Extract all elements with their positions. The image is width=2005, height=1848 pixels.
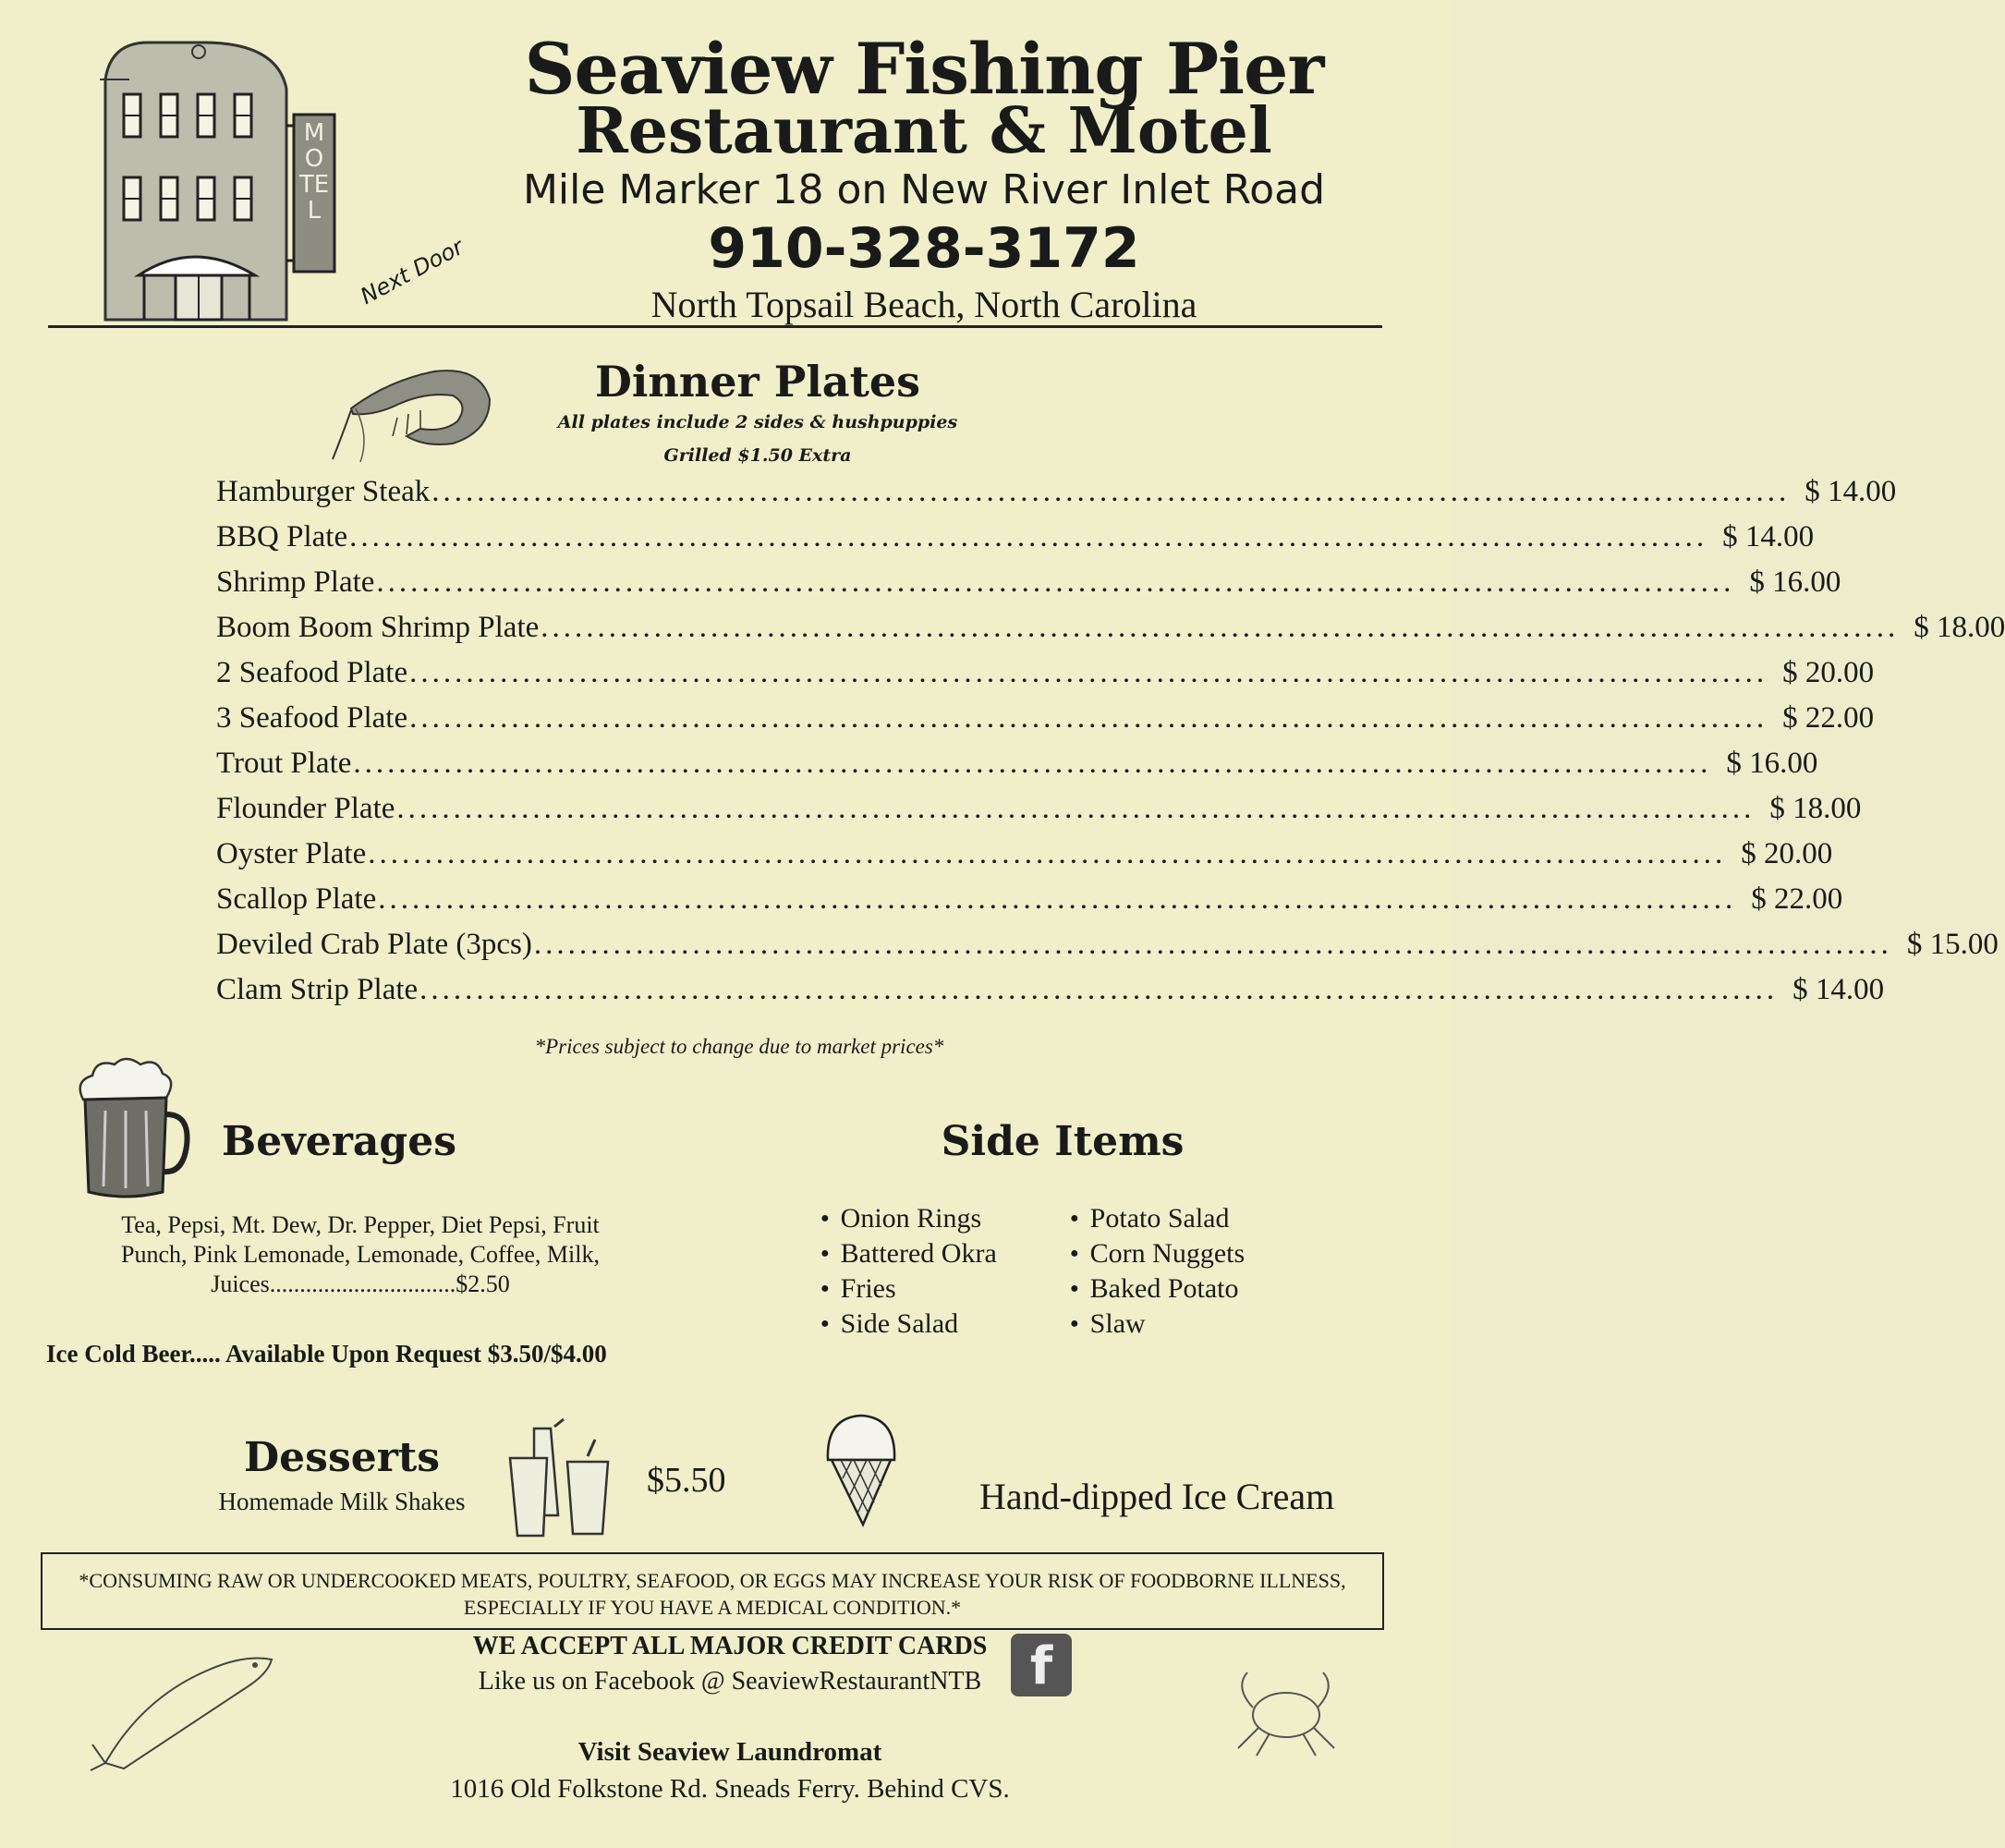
dinner-sides-note: All plates include 2 sides & hushpuppies	[557, 412, 958, 432]
milkshake-price: $5.50	[647, 1461, 726, 1500]
side-item: ● Onion Rings	[820, 1201, 997, 1236]
menu-row	[216, 656, 1875, 701]
beverages-heading: Beverages	[222, 1118, 456, 1165]
restaurant-title: Seaview Fishing Pier	[524, 28, 1324, 110]
restaurant-subtitle: Restaurant & Motel	[576, 94, 1272, 168]
menu-item-name: Clam Strip Plate	[216, 973, 419, 1006]
menu-row	[216, 792, 1862, 837]
menu-item-price: $ 22.00	[1751, 882, 1843, 916]
menu-item-price: $ 14.00	[1722, 520, 1815, 553]
beverages-line: Tea, Pepsi, Mt. Dew, Dr. Pepper, Diet Pepsi, Fruit	[121, 1211, 600, 1238]
shrimp-icon	[333, 344, 499, 464]
menu-item-price: $ 16.00	[1726, 747, 1818, 780]
credit-cards-note: WE ACCEPT ALL MAJOR CREDIT CARDS	[472, 1632, 988, 1660]
side-item: ● Potato Salad	[1070, 1201, 1245, 1236]
dot-leader: ........................................................................................................................	[533, 928, 1892, 961]
facebook-line[interactable]: Like us on Facebook @ SeaviewRestaurantNTB	[478, 1667, 982, 1696]
milkshake-label: Homemade Milk Shakes	[218, 1488, 466, 1515]
dot-leader: ........................................................................................................................	[431, 475, 1791, 508]
menu-item-price: $ 20.00	[1782, 656, 1875, 689]
menu-item-name: Trout Plate	[216, 747, 352, 780]
menu-item-price: $ 20.00	[1741, 837, 1833, 870]
ice-cream-label: Hand-dipped Ice Cream	[979, 1476, 1335, 1517]
menu-item-price: $ 14.00	[1792, 973, 1885, 1006]
dot-leader: ........................................................................................................................	[376, 565, 1735, 599]
menu-row	[216, 611, 2005, 656]
menu-item-price: $ 15.00	[1906, 928, 1999, 961]
menu-row	[216, 973, 1885, 1018]
menu-row	[216, 565, 1841, 611]
menu-row	[216, 747, 1818, 792]
dinner-menu-list	[216, 475, 2005, 1018]
dot-leader: ........................................................................................................................	[409, 701, 1768, 735]
beverages-line: Juices...............................$2.50	[211, 1270, 510, 1297]
menu-item-name: Oyster Plate	[216, 837, 367, 870]
warning-line: ESPECIALLY IF YOU HAVE A MEDICAL CONDITION.*	[463, 1596, 962, 1619]
milkshake-icon	[506, 1419, 617, 1539]
laundromat-address: 1016 Old Folkstone Rd. Sneads Ferry. Behind CVS.	[450, 1774, 1010, 1804]
side-item: ● Battered Okra	[820, 1236, 997, 1271]
dot-leader: ........................................................................................................................	[396, 792, 1756, 825]
menu-item-name: Boom Boom Shrimp Plate	[216, 611, 540, 644]
location-line: Mile Marker 18 on New River Inlet Road	[522, 166, 1326, 213]
menu-item-price: $ 18.00	[1914, 611, 2005, 644]
beer-mug-icon	[74, 1053, 190, 1201]
side-items-column-2	[1070, 1201, 1245, 1342]
header-divider	[48, 325, 1382, 328]
side-item: ● Corn Nuggets	[1070, 1236, 1245, 1271]
motel-sign-text: MOTEL	[298, 119, 330, 225]
dinner-plates-heading: Dinner Plates	[594, 357, 921, 407]
next-door-label: Next Door	[356, 234, 468, 310]
menu-item-price: $ 18.00	[1769, 792, 1862, 825]
menu-item-name: Hamburger Steak	[216, 475, 431, 508]
side-items-column-1	[820, 1201, 997, 1342]
side-item: ● Fries	[820, 1271, 997, 1307]
laundromat-heading: Visit Seaview Laundromat	[577, 1737, 882, 1767]
menu-row	[216, 475, 1897, 520]
dot-leader: ........................................................................................................................	[409, 656, 1768, 689]
dot-leader: ........................................................................................................................	[368, 837, 1727, 870]
ice-cream-cone-icon	[822, 1412, 900, 1526]
price-disclaimer: *Prices subject to change due to market prices*	[534, 1035, 944, 1058]
food-safety-warning	[41, 1552, 1384, 1630]
dot-leader: ........................................................................................................................	[541, 611, 1900, 644]
crab-icon	[1225, 1660, 1345, 1761]
desserts-heading: Desserts	[244, 1434, 440, 1481]
dot-leader: ........................................................................................................................	[349, 520, 1708, 553]
menu-row	[216, 701, 1875, 747]
menu-item-name: Scallop Plate	[216, 882, 377, 916]
side-item: ● Side Salad	[820, 1307, 997, 1342]
beverages-line: Punch, Pink Lemonade, Lemonade, Coffee, Milk,	[121, 1241, 600, 1268]
fish-icon	[87, 1634, 281, 1772]
warning-line: *CONSUMING RAW OR UNDERCOOKED MEATS, POULTRY, SEAFOOD, OR EGGS MAY INCREASE YOUR RISK OF FOODBORNE ILLNESS,	[79, 1569, 1346, 1592]
menu-row	[216, 520, 1815, 565]
dot-leader: ........................................................................................................................	[378, 882, 1737, 916]
menu-item-name: BBQ Plate	[216, 520, 348, 553]
side-item: ● Baked Potato	[1070, 1271, 1245, 1307]
side-items-heading: Side Items	[941, 1118, 1185, 1165]
facebook-icon[interactable]: f	[1011, 1634, 1072, 1696]
menu-item-price: $ 14.00	[1804, 475, 1897, 508]
menu-row	[216, 837, 1833, 882]
menu-row	[216, 928, 1999, 973]
city-line: North Topsail Beach, North Carolina	[650, 284, 1197, 325]
menu-item-price: $ 22.00	[1782, 701, 1875, 735]
menu-item-name: 3 Seafood Plate	[216, 701, 408, 735]
side-item: ● Slaw	[1070, 1307, 1245, 1342]
beer-line: Ice Cold Beer..... Available Upon Request $3.50/$4.00	[46, 1340, 607, 1368]
phone-number[interactable]: 910-328-3172	[708, 216, 1140, 281]
menu-item-name: Flounder Plate	[216, 792, 395, 825]
menu-item-name: 2 Seafood Plate	[216, 656, 408, 689]
menu-item-name: Shrimp Plate	[216, 565, 375, 599]
dot-leader: ........................................................................................................................	[419, 973, 1779, 1006]
beverages-list	[65, 1210, 656, 1299]
menu-item-name: Deviled Crab Plate (3pcs)	[216, 928, 532, 961]
dot-leader: ........................................................................................................................	[353, 747, 1712, 780]
menu-item-price: $ 16.00	[1749, 565, 1841, 599]
dinner-grilled-note: Grilled $1.50 Extra	[663, 445, 852, 466]
menu-row	[216, 882, 1843, 928]
